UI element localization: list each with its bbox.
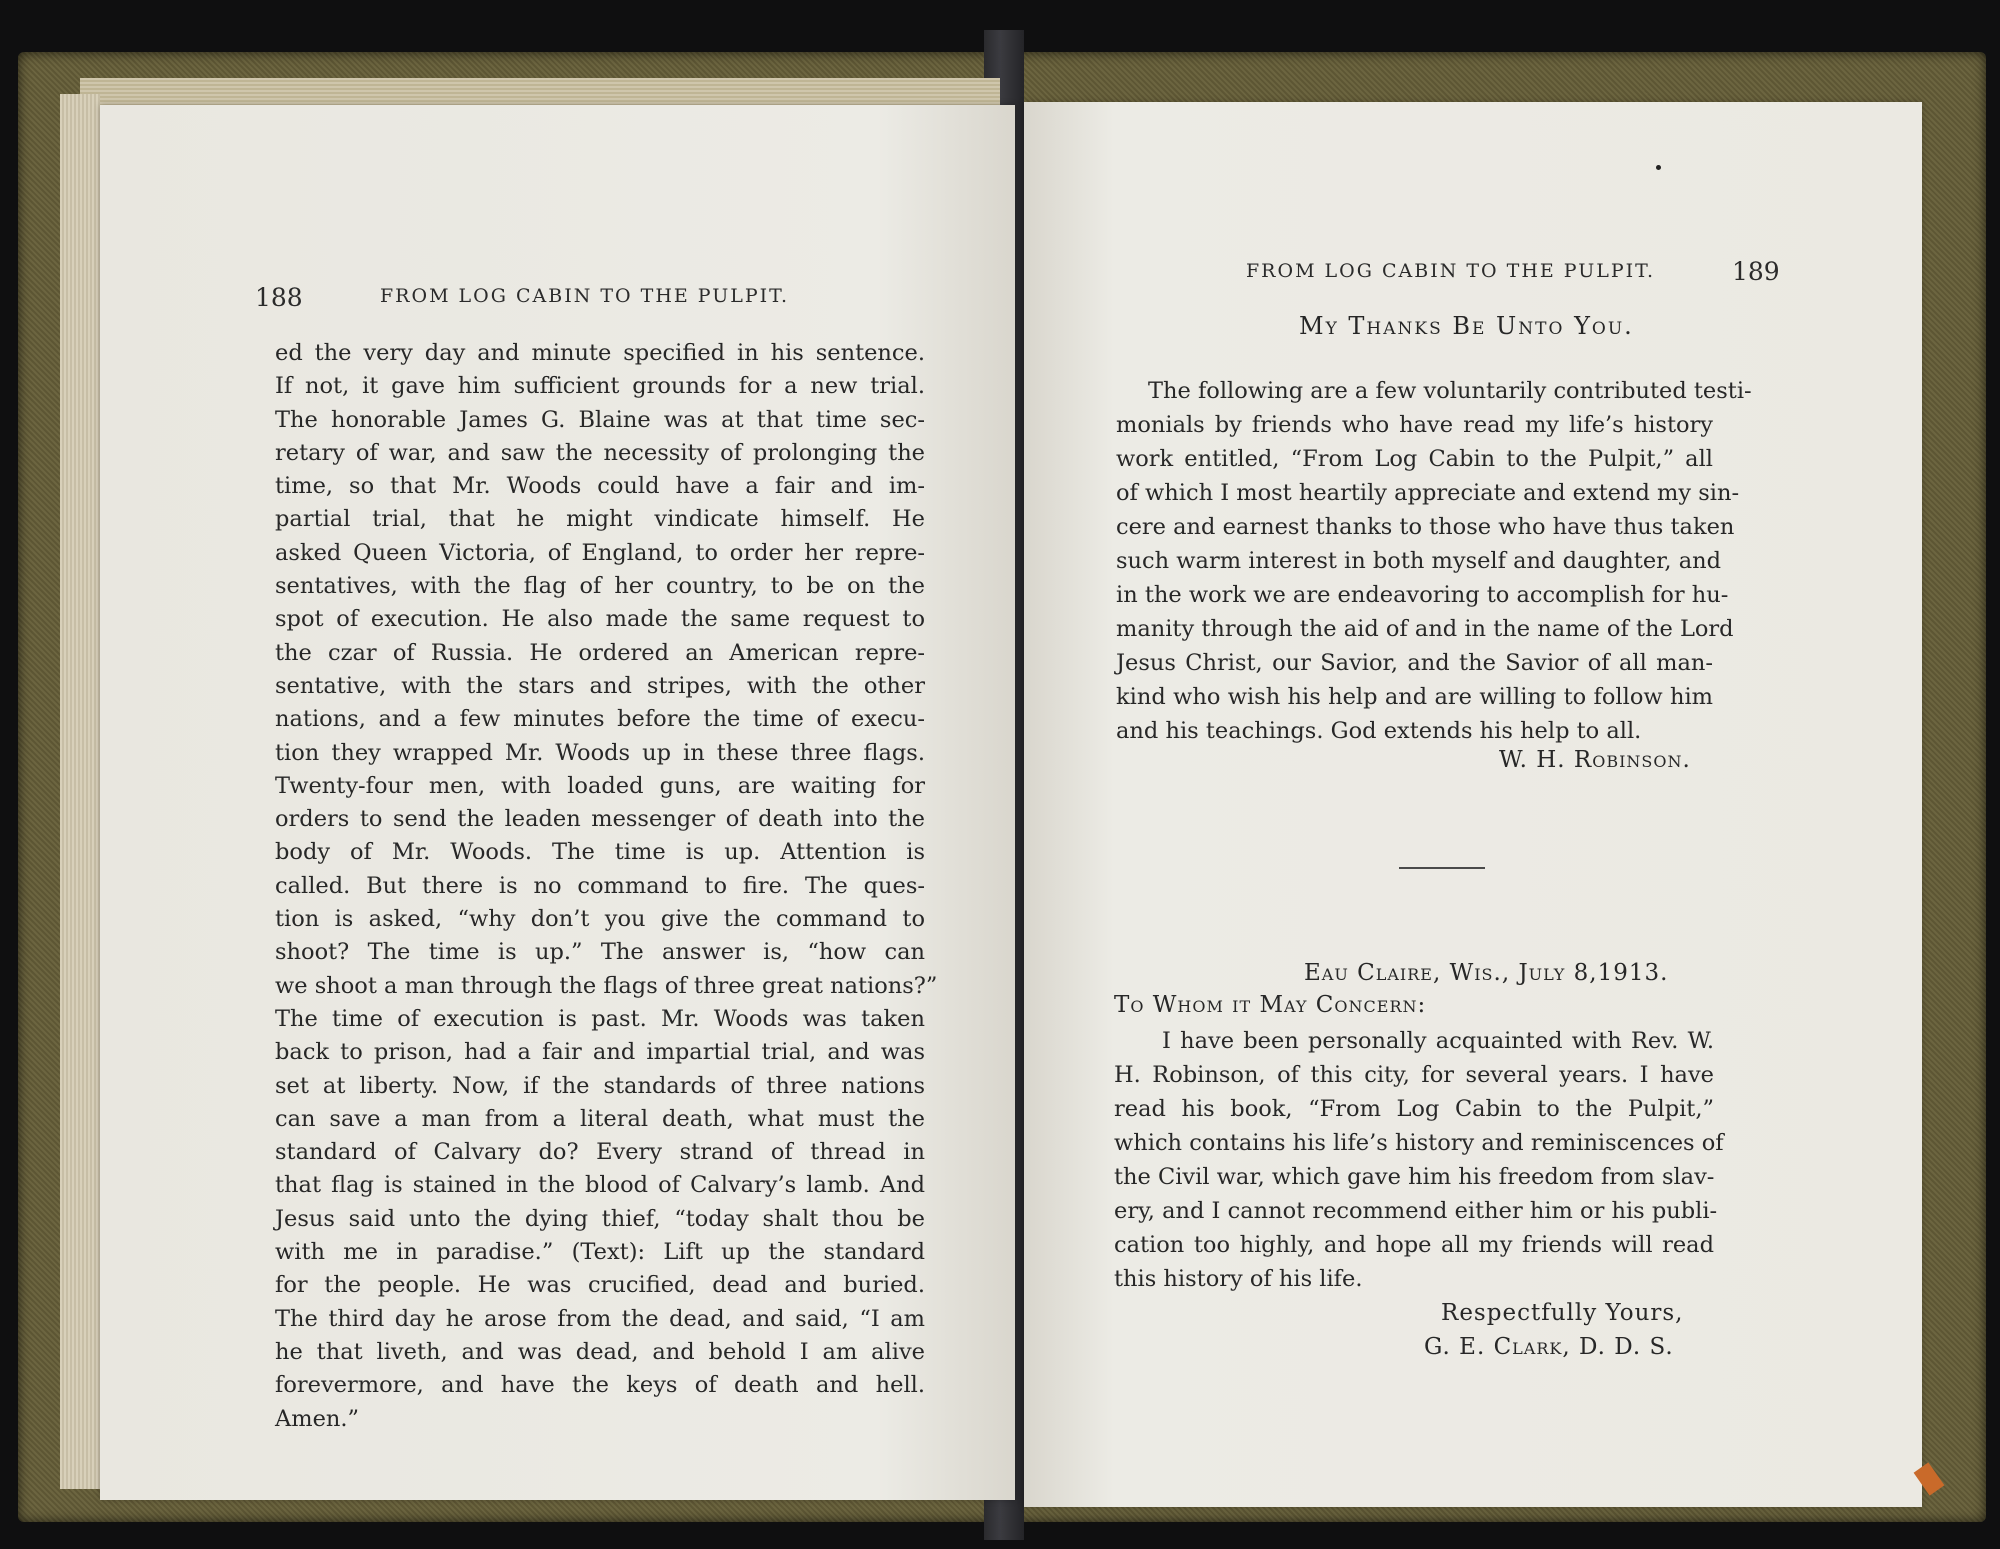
page-block-side-edge — [60, 94, 100, 1489]
text-line: work entitled, “From Log Cabin to the Pulpit,” all — [1116, 446, 1713, 472]
text-line: The following are a few voluntarily contributed testi- — [1148, 378, 1752, 404]
text-line: I have been personally acquainted with Rev. W. — [1162, 1028, 1714, 1054]
text-line: sentatives, with the flag of her country, to be on the — [275, 573, 925, 600]
text-line: ery, and I cannot recommend either him or his publi- — [1114, 1198, 1718, 1224]
testimonial-2-signature: G. E. Clark, D. D. S. — [1424, 1334, 1674, 1360]
left-body-text — [275, 337, 938, 1436]
testimonial-2-salutation: To Whom it May Concern: — [1114, 992, 1427, 1018]
text-line: body of Mr. Woods. The time is up. Attention is — [275, 839, 925, 866]
right-running-head: FROM LOG CABIN TO THE PULPIT. — [1246, 260, 1656, 282]
text-line: Jesus said unto the dying thief, “today shalt thou be — [275, 1205, 925, 1232]
text-line: H. Robinson, of this city, for several years. I have — [1114, 1062, 1714, 1088]
section-heading: My Thanks Be Unto You. — [1299, 312, 1634, 340]
text-line: called. But there is no command to fire. The ques- — [275, 872, 925, 899]
text-line: spot of execution. He also made the same request to — [275, 606, 925, 633]
text-line: in the work we are endeavoring to accomplish for hu- — [1116, 582, 1729, 608]
text-line: with me in paradise.” (Text): Lift up the standard — [275, 1239, 925, 1266]
testimonial-2-body — [1114, 1024, 1724, 1296]
text-line: tion is asked, “why don’t you give the command to — [275, 906, 925, 933]
text-line: shoot? The time is up.” The answer is, “how can — [275, 939, 925, 966]
text-line: monials by friends who have read my life’s history — [1116, 412, 1713, 438]
text-line: orders to send the leaden messenger of death into the — [275, 806, 925, 833]
text-line: If not, it gave him sufficient grounds for a new trial. — [275, 373, 925, 400]
ink-speck — [1656, 165, 1661, 170]
right-page — [1024, 102, 1922, 1507]
text-line: cere and earnest thanks to those who have thus taken — [1116, 514, 1735, 540]
text-line: read his book, “From Log Cabin to the Pulpit,” — [1114, 1096, 1714, 1122]
text-line: manity through the aid of and in the name of the Lord — [1116, 616, 1734, 642]
left-running-head: FROM LOG CABIN TO THE PULPIT. — [380, 285, 790, 307]
testimonial-1-signature: W. H. Robinson. — [1499, 747, 1691, 773]
text-line: partial trial, that he might vindicate himself. He — [275, 506, 925, 533]
text-line: back to prison, had a fair and impartial trial, and was — [275, 1039, 925, 1066]
text-line: kind who wish his help and are willing to follow him — [1116, 684, 1713, 710]
text-line: this history of his life. — [1114, 1266, 1363, 1292]
text-line: ed the very day and minute specified in his sentence. — [275, 340, 925, 366]
text-line: the czar of Russia. He ordered an American repre- — [275, 639, 925, 666]
text-line: he that liveth, and was dead, and behold I am alive — [275, 1338, 925, 1365]
text-line: Twenty-four men, with loaded guns, are waiting for — [275, 772, 925, 799]
testimonial-1-body — [1116, 374, 1752, 748]
testimonial-2-dateline: Eau Claire, Wis., July 8,1913. — [1304, 960, 1669, 986]
text-line: time, so that Mr. Woods could have a fair and im- — [275, 473, 925, 500]
text-line: The third day he arose from the dead, and said, “I am — [275, 1305, 925, 1332]
text-line: standard of Calvary do? Every strand of thread in — [275, 1139, 925, 1166]
testimonial-2-closing: Respectfully Yours, — [1441, 1300, 1684, 1326]
text-line: and his teachings. God extends his help to all. — [1116, 718, 1642, 744]
text-line: nations, and a few minutes before the time of execu- — [275, 706, 925, 733]
text-line: The honorable James G. Blaine was at that time sec- — [275, 406, 925, 433]
text-line: forevermore, and have the keys of death and hell. — [275, 1372, 925, 1399]
text-line: for the people. He was crucified, dead and buried. — [275, 1272, 925, 1299]
page-block-top-edge — [80, 78, 1000, 108]
section-divider — [1399, 867, 1485, 869]
left-page-number: 188 — [255, 283, 303, 312]
text-line: asked Queen Victoria, of England, to order her repre- — [275, 539, 925, 566]
text-line: we shoot a man through the flags of three great nations?” — [275, 972, 938, 999]
left-page — [100, 105, 1015, 1500]
text-line: retary of war, and saw the necessity of prolonging the — [275, 439, 925, 466]
text-line: the Civil war, which gave him his freedom from slav- — [1114, 1164, 1715, 1190]
text-line: can save a man from a literal death, what must the — [275, 1105, 925, 1132]
text-line: which contains his life’s history and reminiscences of — [1114, 1130, 1724, 1156]
text-line: that flag is stained in the blood of Calvary’s lamb. And — [275, 1172, 925, 1199]
text-line: such warm interest in both myself and daughter, and — [1116, 548, 1722, 574]
text-line: set at liberty. Now, if the standards of three nations — [275, 1072, 925, 1099]
text-line: tion they wrapped Mr. Woods up in these three flags. — [275, 739, 925, 766]
text-line: sentative, with the stars and stripes, with the other — [275, 672, 925, 699]
text-line: The time of execution is past. Mr. Woods was taken — [275, 1005, 925, 1032]
text-line: Amen.” — [275, 1405, 360, 1432]
text-line: Jesus Christ, our Savior, and the Savior of all man- — [1116, 650, 1713, 676]
text-line: cation too highly, and hope all my friends will read — [1114, 1232, 1714, 1258]
text-line: of which I most heartily appreciate and extend my sin- — [1116, 480, 1740, 506]
right-page-number: 189 — [1732, 257, 1780, 286]
